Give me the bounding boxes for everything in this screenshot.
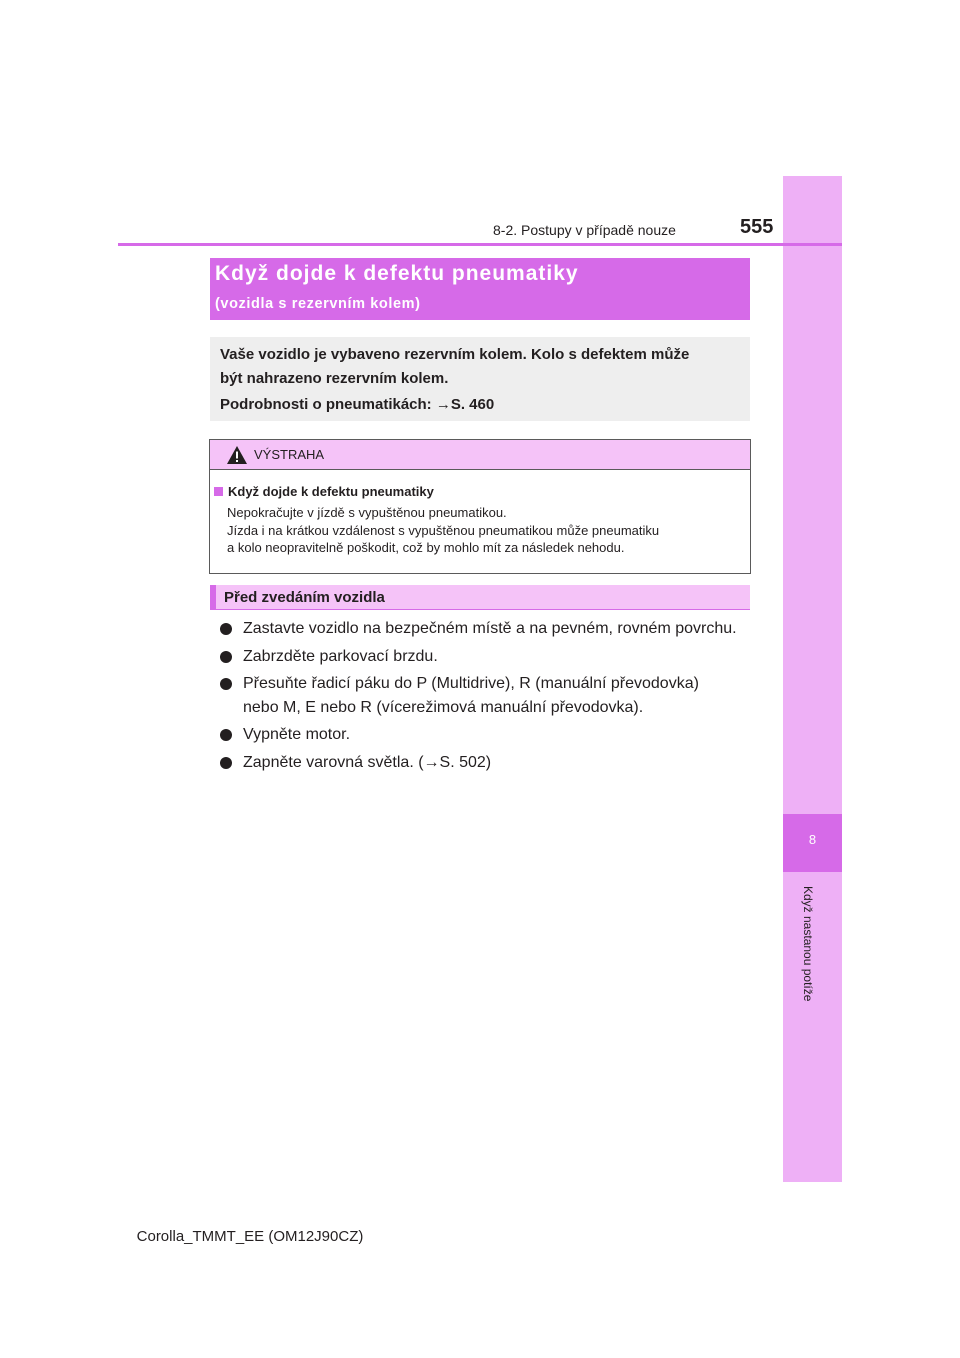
warning-text [227,504,741,557]
list-item-text: Zabrzděte parkovací brzdu. [243,647,438,665]
bullet-dot-icon [220,729,232,741]
header-section-title: 8-2. Postupy v případě nouze [493,222,676,238]
section-heading-bar [210,585,216,610]
list-item-text: Zapněte varovná světla. (→S. 502) [243,753,492,771]
warning-header [210,440,750,470]
warning-line-3: a kolo neopravitelně poškodit, což by mohlo mít za následek nehodu. [227,540,625,555]
warning-line-2: Jízda i na krátkou vzdálenost s vypuštěnou pneumatikou může pneumatiku [227,522,660,538]
page-title-box [210,258,750,320]
bullet-dot-icon [220,651,232,663]
list-item [220,617,750,641]
square-bullet-icon [214,487,223,496]
footer-manual-code: Corolla_TMMT_EE (OM12J90CZ) [136,1228,364,1245]
bullet-list [220,617,750,778]
warning-triangle-icon [226,445,248,465]
list-item-text: Přesuňte řadicí páku do P (Multidrive), R (manuální převodovka) [243,675,699,692]
intro-line-2: být nahrazeno rezervním kolem. [220,370,449,387]
page-number: 555 [740,216,774,238]
warning-line-1: Nepokračujte v jízdě s vypuštěnou pneumatikou. [227,505,507,520]
list-item [220,645,750,669]
chapter-number: 8 [808,832,817,847]
intro-box [210,337,750,421]
header-divider [118,243,842,246]
warning-label: VÝSTRAHA [254,447,325,462]
list-item [220,672,750,719]
bullet-dot-icon [220,757,232,769]
chapter-title: Když nastanou potíže [801,886,815,1002]
chapter-side-tab [783,176,842,1182]
intro-line-3: Podrobnosti o pneumatikách: →S. 460 [220,396,495,413]
intro-line-1: Vaše vozidlo je vybaveno rezervním kolem. Kolo s defektem může [220,346,690,363]
list-item-text-continued: nebo M, E nebo R (vícerežimová manuální převodovka). [243,698,644,716]
section-heading [210,585,750,610]
warning-box [209,439,751,574]
list-item [220,723,750,747]
page-title: Když dojde k defektu pneumatiky [215,262,579,285]
list-item-text: Vypněte motor. [243,726,351,743]
section-heading-text: Před zvedáním vozidla [224,589,385,606]
warning-subtitle-text: Když dojde k defektu pneumatiky [228,484,434,499]
bullet-dot-icon [220,623,232,635]
page-subtitle: (vozidla s rezervním kolem) [215,296,421,312]
list-item [220,751,750,775]
bullet-dot-icon [220,678,232,690]
warning-subtitle [214,484,434,499]
list-item-text: Zastavte vozidlo na bezpečném místě a na pevném, rovném povrchu. [243,620,737,637]
